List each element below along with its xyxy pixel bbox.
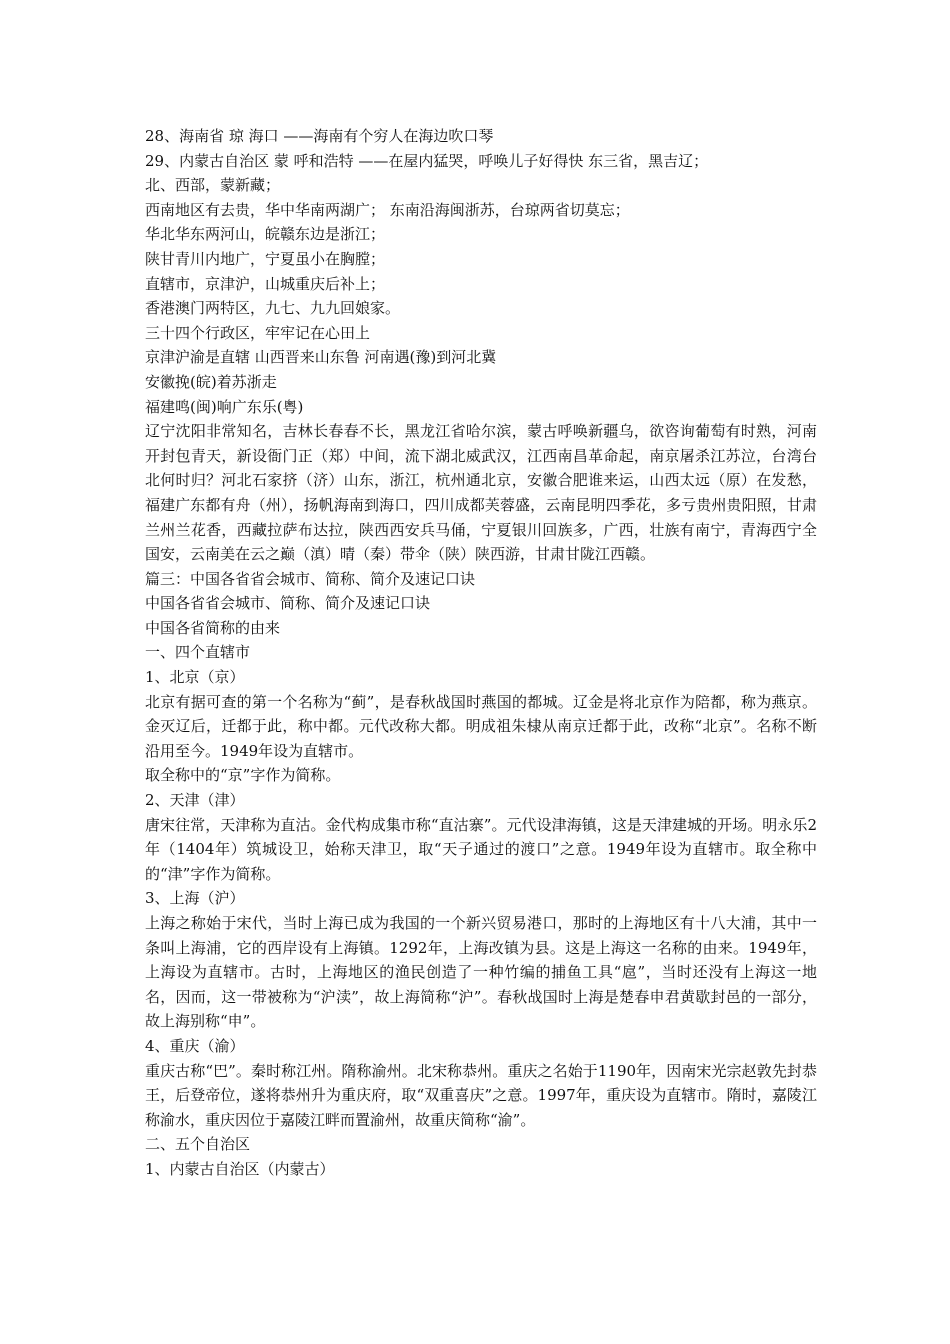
origin-title: 中国各省简称的由来	[145, 618, 281, 637]
text-line: 28、海南省 琼 海口 ——海南有个穷人在海边吹口琴	[145, 127, 494, 145]
document-body	[145, 124, 817, 1182]
text-line: 京津沪渝是直辖 山西晋来山东鲁 河南遇(豫)到河北冀	[145, 348, 497, 367]
shanghai-heading: 3、上海（沪）	[145, 889, 245, 908]
text-line: 西南地区有去贵，华中华南两湖广； 东南沿海闽浙苏，台琼两省切莫忘；	[145, 200, 630, 219]
beijing-heading: 1、北京（京）	[145, 668, 245, 687]
text-line: 北、西部，蒙新藏；	[145, 176, 281, 195]
section-title: 篇三：中国各省省会城市、简称、简介及速记口诀	[145, 569, 476, 588]
tianjin-paragraph: 唐宋往常，天津称为直沽。金代构成集市称“直沽寨”。元代设津海镇，这是天津建城的开场。明永乐2年（1404年）筑城设卫，始称天津卫，取“天子通过的渡口”之意。1949年设为直辖市。取全称中的“津”字作为简称。	[145, 815, 817, 883]
neimenggu-heading: 1、内蒙古自治区（内蒙古）	[145, 1159, 335, 1178]
beijing-note: 取全称中的“京”字作为简称。	[145, 766, 341, 785]
tianjin-heading: 2、天津（津）	[145, 791, 245, 810]
text-line: 29、内蒙古自治区 蒙 呼和浩特 ——在屋内猛哭，呼唤儿子好得快 东三省，黑吉辽；	[145, 151, 709, 170]
text-line: 安徽挽(皖)着苏浙走	[145, 372, 277, 391]
section-subtitle: 中国各省省会城市、简称、简介及速记口诀	[145, 594, 431, 613]
capitals-mnemonic-paragraph: 辽宁沈阳非常知名，吉林长春春不长，黑龙江省哈尔滨，蒙古呼唤新疆乌，欲咨询葡萄有时熟，河南开封包青天，新设衙门正（郑）中间，流下湖北威武汉，江西南昌革命起，南京屠杀江苏泣，台湾台北何时归？河北石家挤（济）山东，浙江，杭州通北京，安徽合肥谁来运，山西太远（原）在发愁，福建广东都有舟（州），扬帆海南到海口，四川成都芙蓉盛，云南昆明四季花，多亏贵州贵阳照，甘肃兰州兰花香，西藏拉萨布达拉，陕西西安兵马俑，宁夏银川回族多，广西，壮族有南宁，青海西宁全国安，云南美在云之巅（滇）晴（秦）带伞（陕）陕西游，甘肃甘陇江西赣。	[145, 422, 817, 564]
text-line: 三十四个行政区，牢牢记在心田上	[145, 323, 371, 342]
beijing-paragraph: 北京有据可查的第一个名称为“蓟”，是春秋战国时燕国的都城。辽金是将北京作为陪都，称为燕京。金灭辽后，迁都于此，称中都。元代改称大都。明成祖朱棣从南京迁都于此，改称“北京”。名称不断沿用至今。1949年设为直辖市。	[145, 692, 817, 760]
part-heading: 二、五个自治区	[145, 1135, 251, 1154]
chongqing-heading: 4、重庆（渝）	[145, 1036, 245, 1055]
part-heading: 一、四个直辖市	[145, 643, 251, 662]
text-line: 陕甘青川内地广，宁夏虽小在胸膛；	[145, 249, 386, 268]
chongqing-paragraph: 重庆古称“巴”。秦时称江州。隋称渝州。北宋称恭州。重庆之名始于1190年，因南宋光宗赵敦先封恭王，后登帝位，遂将恭州升为重庆府，取“双重喜庆”之意。1997年，重庆设为直辖市。隋时，嘉陵江称渝水，重庆因位于嘉陵江畔而置渝州，故重庆简称“渝”。	[145, 1061, 817, 1129]
text-line: 福建鸣(闽)响广东乐(粤)	[145, 397, 304, 416]
text-line: 华北华东两河山，皖赣东边是浙江；	[145, 225, 386, 244]
text-line: 香港澳门两特区，九七、九九回娘家。	[145, 299, 401, 318]
text-line: 直辖市，京津沪，山城重庆后补上；	[145, 274, 386, 293]
shanghai-paragraph: 上海之称始于宋代，当时上海已成为我国的一个新兴贸易港口，那时的上海地区有十八大浦，其中一条叫上海浦，它的西岸设有上海镇。1292年，上海改镇为县。这是上海这一名称的由来。1949年，上海设为直辖市。古时，上海地区的渔民创造了一种竹编的捕鱼工具“扈”，当时还没有上海这一地名，因而，这一带被称为“沪渎”，故上海简称“沪”。春秋战国时上海是楚春申君黄歇封邑的一部分，故上海别称“申”。	[145, 914, 817, 1031]
